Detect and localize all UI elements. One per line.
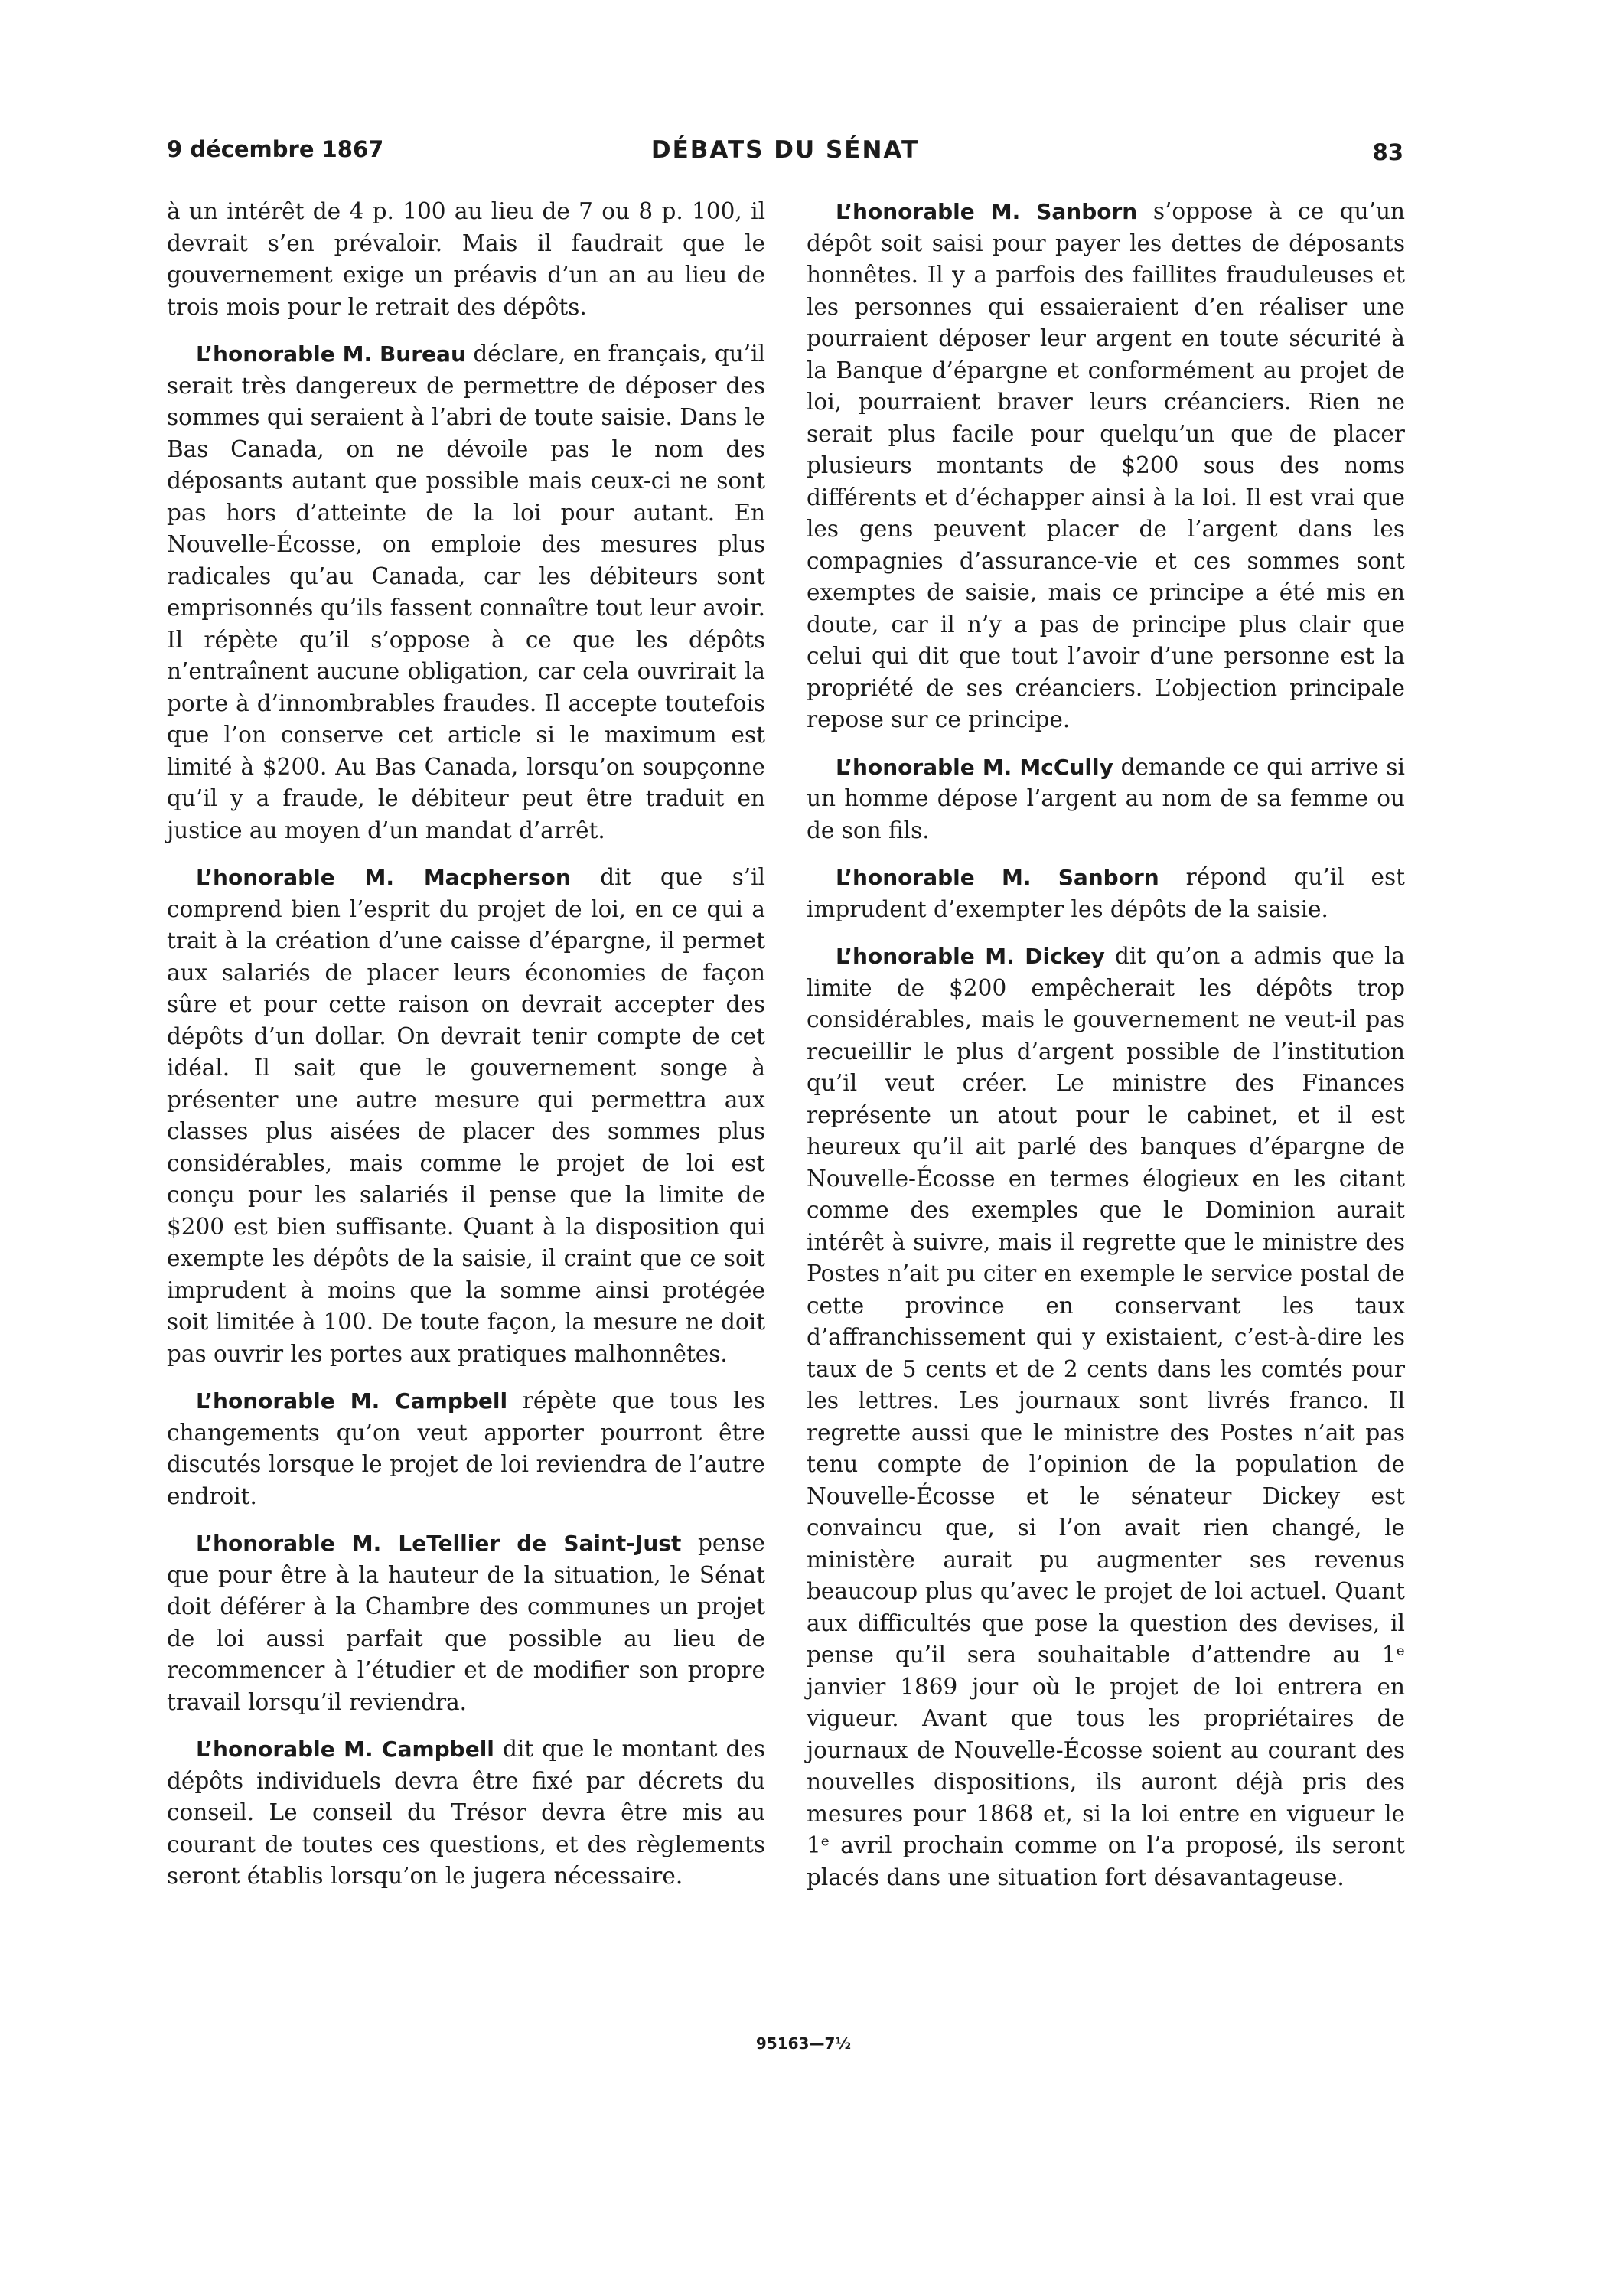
paragraph-text: répète que tous les changements qu’on veut apporter pourront être discutés lorsque le projet de loi reviendra de l’autre endroit. bbox=[167, 1388, 765, 1509]
speaker-name: L’honorable M. McCully bbox=[836, 754, 1113, 780]
paragraph bbox=[807, 862, 1405, 925]
paragraph bbox=[167, 1385, 765, 1512]
speaker-name: L’honorable M. Sanborn bbox=[836, 865, 1159, 890]
paragraph-text: dit que le montant des dépôts individuels devra être fixé par décrets du conseil. Le conseil du Trésor devra être mis au courant de toutes ces questions, et des règlements seront établis lorsqu’on le jugera nécessaire. bbox=[167, 1736, 765, 1889]
paragraph-text: dit qu’on a admis que la limite de $200 empêcherait les dépôts trop considérables, mais le gouvernement ne veut-il pas recueillir le plus d’argent possible de l’institution qu’il veut créer. Le ministre des Finances représente un atout pour le cabinet, et il est heureux qu’il ait parlé des banques d’épargne de Nouvelle-Écosse en termes élogieux en les citant comme des exemples que le Dominion aurait intérêt à suivre, mais il regrette que le ministre des Postes n’ait pu citer en exemple le service postal de cette province en conservant les taux d’affranchissement qui y existaient, c’est-à-dire les taux de 5 cents et de 2 cents dans les comtés pour les lettres. Les journaux sont livrés franco. Il regrette aussi que le ministre des Postes n’ait pas tenu compte de l’opinion de la population de Nouvelle-Écosse et le sénateur Dickey est convaincu que, si l’on avait rien changé, le ministère aurait pu augmenter ses revenus beaucoup plus qu’avec le projet de loi actuel. Quant aux difficultés que pose la question des devises, il pense qu’il sera souhaitable d’attendre au 1ᵉ janvier 1869 jour où le projet de loi entrera en vigueur. Avant que tous les propriétaires de journaux de Nouvelle-Écosse soient au courant des nouvelles dispositions, ils auront déjà pris des mesures pour 1868 et, si la loi entre en vigueur le 1ᵉ avril prochain comme on l’a proposé, ils seront placés dans une situation fort désavantageuse. bbox=[807, 943, 1405, 1890]
speaker-name: L’honorable M. Dickey bbox=[836, 944, 1105, 969]
paragraph bbox=[807, 941, 1405, 1893]
speaker-name: L’honorable M. Campbell bbox=[196, 1388, 508, 1414]
page-number: 83 bbox=[1372, 139, 1403, 165]
paragraph-text: dit que s’il comprend bien l’esprit du projet de loi, en ce qui a trait à la création d’une caisse d’épargne, il permet aux salariés de placer leurs économies de façon sûre et pour cette raison on devrait accepter des dépôts d’un dollar. On devrait tenir compte de cet idéal. Il sait que le gouvernement songe à présenter une autre mesure qui permettra aux classes plus aisées de placer des sommes plus considérables, mais comme le projet de loi est conçu pour les salariés il pense que la limite de $200 est bien suffisante. Quant à la disposition qui exempte les dépôts de la saisie, il craint que ce soit imprudent à moins que la somme ainsi protégée soit limitée à 100. De toute façon, la mesure ne doit pas ouvrir les portes aux pratiques malhonnêtes. bbox=[167, 864, 765, 1367]
paragraph-text: s’oppose à ce qu’un dépôt soit saisi pour payer les dettes de déposants honnêtes. Il y a parfois des faillites frauduleuses et les personnes qui essaieraient d’en réaliser une pourraient déposer leur argent en toute sécurité à la Banque d’épargne et conformément au projet de loi, pourraient braver leurs créanciers. Rien ne serait plus facile pour quelqu’un que de placer plusieurs montants de $200 sous des noms différents et d’échapper ainsi à la loi. Il est vrai que les gens peuvent placer de l’argent dans les compagnies d’assurance-vie et ces sommes sont exemptes de saisie, mais ce principe a été mis en doute, car il n’y a pas de principe plus clair que celui qui dit que tout l’avoir d’une personne est la propriété de ses créanciers. L’objection principale repose sur ce principe. bbox=[807, 198, 1405, 732]
speaker-name: L’honorable M. Campbell bbox=[196, 1737, 494, 1762]
header-title: DÉBATS DU SÉNAT bbox=[650, 136, 920, 164]
speaker-name: L’honorable M. Bureau bbox=[196, 341, 466, 367]
paragraph-text: à un intérêt de 4 p. 100 au lieu de 7 ou 8 p. 100, il devrait s’en prévaloir. Mais il faudrait que le gouvernement exige un préavis d’un an au lieu de trois mois pour le retrait des dépôts. bbox=[167, 198, 765, 320]
paragraph bbox=[167, 338, 765, 846]
left-column bbox=[167, 196, 765, 1908]
paragraph-text: demande ce qui arrive si un homme dépose l’argent au nom de sa femme ou de son fils. bbox=[807, 753, 1405, 843]
paragraph bbox=[807, 196, 1405, 736]
printer-mark: 95163—7½ bbox=[755, 2034, 852, 2053]
speaker-name: L’honorable M. LeTellier de Saint-Just bbox=[196, 1531, 682, 1556]
running-head bbox=[167, 136, 1403, 174]
paragraph bbox=[167, 862, 765, 1370]
paragraph bbox=[167, 196, 765, 323]
paragraph-text: déclare, en français, qu’il serait très dangereux de permettre de déposer des sommes qui seraient à l’abri de toute saisie. Dans le Bas Canada, on ne dévoile pas le nom des déposants autant que possible mais ceux-ci ne sont pas hors d’atteinte de la loi pour autant. En Nouvelle-Écosse, on emploie des mesures plus radicales qu’au Canada, car les débiteurs sont emprisonnés qu’ils fassent connaître tout leur avoir. Il répète qu’il s’oppose à ce que les dépôts n’entraînent aucune obligation, car cela ouvrirait la porte à d’innombrables fraudes. Il accepte toutefois que l’on conserve cet article si le maximum est limité à $200. Au Bas Canada, lorsqu’on soupçonne qu’il y a fraude, le débiteur peut être traduit en justice au moyen d’un mandat d’arrêt. bbox=[167, 341, 765, 843]
header-date: 9 décembre 1867 bbox=[167, 136, 384, 162]
right-column bbox=[807, 196, 1405, 1909]
speaker-name: L’honorable M. Sanborn bbox=[836, 199, 1138, 224]
paragraph bbox=[167, 1733, 765, 1893]
paragraph bbox=[807, 752, 1405, 847]
paragraph-text: répond qu’il est imprudent d’exempter les dépôts de la saisie. bbox=[807, 864, 1405, 922]
paragraph-text: pense que pour être à la hauteur de la situation, le Sénat doit déférer à la Chambre des communes un projet de loi aussi parfait que possible au lieu de recommencer à l’étudier et de modifier son propre travail lorsqu’il reviendra. bbox=[167, 1530, 765, 1715]
paragraph bbox=[167, 1528, 765, 1718]
speaker-name: L’honorable M. Macpherson bbox=[196, 865, 571, 890]
